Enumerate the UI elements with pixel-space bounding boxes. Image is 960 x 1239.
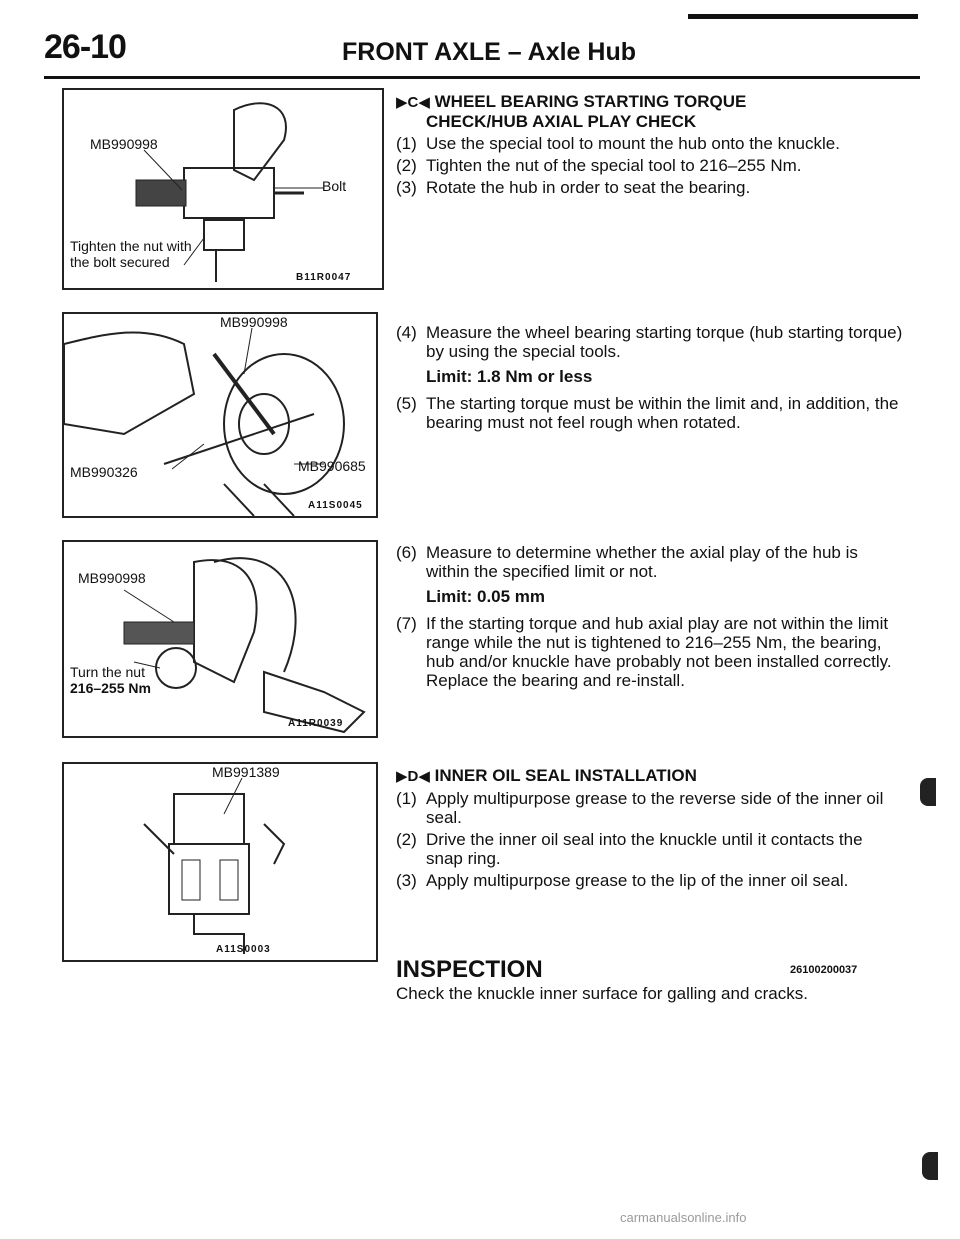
limit-starting-torque: Limit: 1.8 Nm or less	[426, 367, 593, 386]
figure-1-label-bolt: Bolt	[322, 178, 347, 194]
limit-axial-play: Limit: 0.05 mm	[426, 587, 546, 606]
step-d-3: (3) Apply multipurpose grease to the lip of the inner oil seal.	[396, 871, 849, 890]
figure-4-label-tool: MB991389	[212, 764, 280, 780]
step-c-6: (6) Measure to determine whether the axial play of the hub is within the specified limit or not.	[396, 543, 858, 581]
oil-seal-illustration	[64, 764, 376, 960]
section-bearing-torque-part-1	[396, 92, 904, 197]
section-c-title-line-1: WHEEL BEARING STARTING TORQUE	[434, 92, 747, 111]
step-c-5: (5) The starting torque must be within the limit and, in addition, the bearing must not feel rough when rotated.	[396, 394, 899, 432]
section-d-marker: ▶D◀	[396, 768, 430, 785]
step-c-1: (1) Use the special tool to mount the hub onto the knuckle.	[396, 134, 840, 153]
starting-torque-illustration	[64, 314, 376, 516]
figure-2-label-tool-3: MB990326	[70, 464, 138, 480]
figure-3-code: A11R0039	[288, 718, 344, 729]
inspection-code: 26100200037	[790, 964, 858, 976]
figure-1-code: B11R0047	[296, 272, 352, 283]
step-c-7: (7) If the starting torque and hub axial play are not within the limit range while the nut is tightened to 216–255 Nm, the bearing, hub and/or knuckle have probably not been installed correctly. Replace the bearing and re-install.	[396, 614, 892, 690]
section-bearing-torque-part-3	[396, 540, 904, 690]
section-d-title	[396, 766, 904, 786]
figure-2-label-tool-1: MB990998	[220, 314, 288, 330]
figure-4-code: A11S0003	[216, 944, 271, 955]
figure-axial-play	[62, 540, 378, 738]
figure-3-label-tool: MB990998	[78, 570, 146, 586]
inspection-text: Check the knuckle inner surface for galling and cracks.	[396, 984, 808, 1003]
figure-2-label-tool-2: MB990685	[298, 458, 366, 474]
section-c-title-line-2: CHECK/HUB AXIAL PLAY CHECK	[426, 112, 697, 131]
inspection-title: INSPECTION	[396, 956, 543, 983]
edge-mark-1	[920, 778, 936, 806]
top-rule	[688, 14, 918, 19]
step-d-1: (1) Apply multipurpose grease to the reverse side of the inner oil seal.	[396, 789, 884, 827]
figure-3-label-turn-nut: Turn the nut	[70, 664, 145, 680]
page-number: 26-10	[44, 28, 126, 66]
step-c-4: (4) Measure the wheel bearing starting torque (hub starting torque) by using the special tools.	[396, 323, 903, 361]
edge-mark-2	[922, 1152, 938, 1180]
section-c-title	[396, 92, 904, 131]
figure-1-label-instruction-1: Tighten the nut with	[70, 238, 192, 254]
header-rule	[44, 76, 920, 79]
step-c-3: (3) Rotate the hub in order to seat the bearing.	[396, 178, 751, 197]
page-title: FRONT AXLE – Axle Hub	[342, 38, 637, 66]
figure-1-label-instruction-2: the bolt secured	[70, 254, 170, 270]
figure-starting-torque	[62, 312, 378, 518]
step-d-2: (2) Drive the inner oil seal into the knuckle until it contacts the snap ring.	[396, 830, 863, 868]
figure-2-code: A11S0045	[308, 500, 363, 511]
section-oil-seal-installation	[396, 766, 904, 890]
figure-3-label-torque: 216–255 Nm	[70, 680, 151, 696]
figure-1-label-tool: MB990998	[90, 136, 158, 152]
figure-oil-seal	[62, 762, 378, 962]
section-d-title-text: INNER OIL SEAL INSTALLATION	[434, 766, 697, 785]
step-c-2: (2) Tighten the nut of the special tool to 216–255 Nm.	[396, 156, 802, 175]
watermark: carmanualsonline.info	[620, 1210, 747, 1225]
section-bearing-torque-part-2	[396, 320, 904, 432]
section-c-marker: ▶C◀	[396, 94, 430, 111]
figure-hub-tool-mount	[62, 88, 384, 290]
